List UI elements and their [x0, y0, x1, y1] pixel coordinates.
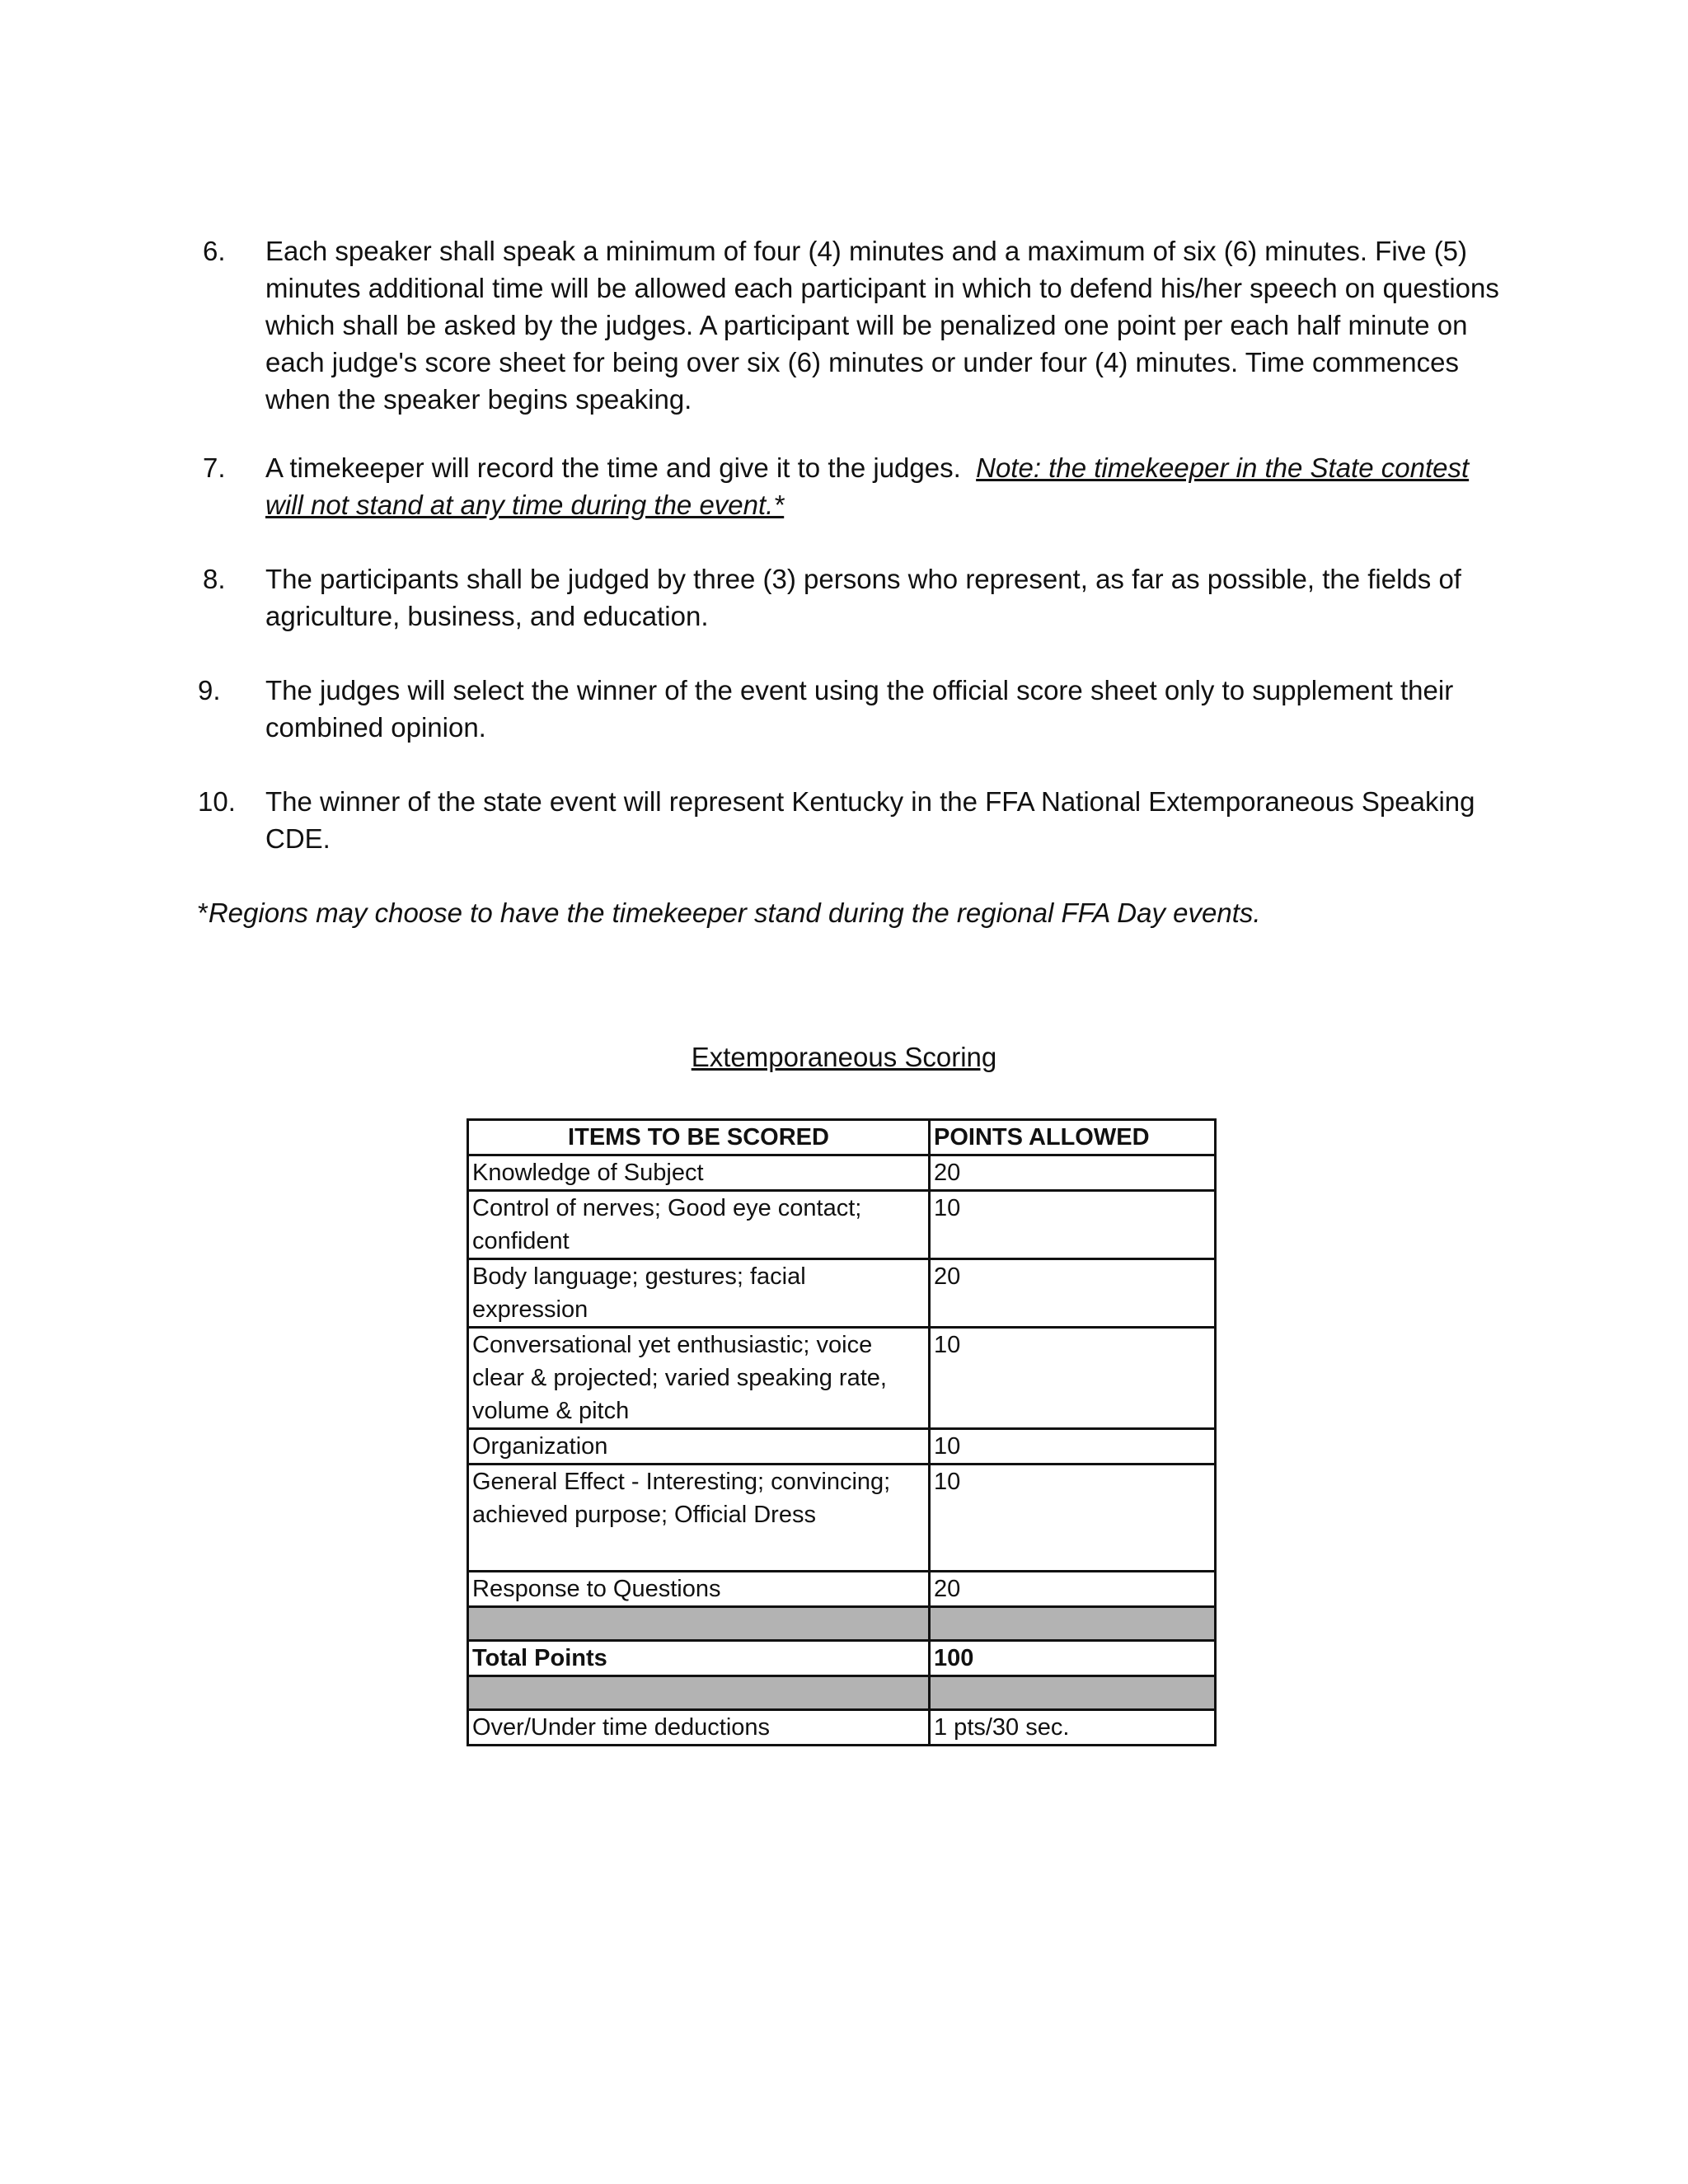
rule-number: 10.	[198, 786, 236, 817]
points-cell: 10	[930, 1465, 1216, 1572]
table-row	[468, 1191, 1216, 1259]
item-cell: Conversational yet enthusiastic; voice clear & projected; varied speaking rate, volume & pitch	[468, 1328, 930, 1429]
total-row	[468, 1641, 1216, 1676]
points-cell: 20	[930, 1259, 1216, 1328]
points-cell: 10	[930, 1191, 1216, 1259]
rule-number: 7.	[203, 452, 226, 483]
deduction-value: 1 pts/30 sec.	[930, 1710, 1216, 1746]
table-row	[468, 1465, 1216, 1572]
table-title	[0, 1038, 1688, 1076]
points-cell: 10	[930, 1429, 1216, 1465]
table-row	[468, 1259, 1216, 1328]
deduction-row	[468, 1710, 1216, 1746]
rule-text	[265, 449, 1502, 523]
spacer-cell	[930, 1676, 1216, 1710]
rule-text: Each speaker shall speak a minimum of four (4) minutes and a maximum of six (6) minutes. Five (5) minutes additional time will be allowed each participant in which to defend his/her speech on questions which shall be asked by the judges. A participant will be penalized one point per each half minute on each judge's score sheet for being over six (6) minutes or under four (4) minutes. Time commences when the speaker begins speaking.	[265, 236, 1499, 415]
table-row	[468, 1155, 1216, 1191]
spacer-cell	[930, 1607, 1216, 1641]
scoring-table	[467, 1118, 1217, 1746]
table-header-row	[468, 1120, 1216, 1155]
points-cell: 20	[930, 1572, 1216, 1607]
rule-text: The judges will select the winner of the event using the official score sheet only to supplement their combined opinion.	[265, 675, 1454, 743]
table-row	[468, 1328, 1216, 1429]
total-value: 100	[930, 1641, 1216, 1676]
points-cell: 20	[930, 1155, 1216, 1191]
footnote	[198, 894, 1261, 931]
spacer-cell	[468, 1676, 930, 1710]
item-cell: Control of nerves; Good eye contact; confident	[468, 1191, 930, 1259]
header-points: POINTS ALLOWED	[930, 1120, 1216, 1155]
total-label: Total Points	[468, 1641, 930, 1676]
table-title-text: Extemporaneous Scoring	[691, 1042, 997, 1072]
spacer-cell	[468, 1607, 930, 1641]
footnote-asterisk: *	[198, 898, 209, 928]
rule-text: The winner of the state event will represent Kentucky in the FFA National Extemporaneous Speaking CDE.	[265, 786, 1475, 854]
table-row	[468, 1572, 1216, 1607]
rule-number: 9.	[198, 675, 221, 705]
rule-number: 8.	[203, 564, 226, 594]
item-cell: Organization	[468, 1429, 930, 1465]
points-cell: 10	[930, 1328, 1216, 1429]
item-cell: Body language; gestures; facial expression	[468, 1259, 930, 1328]
rule-text: The participants shall be judged by three (3) persons who represent, as far as possible, the fields of agriculture, business, and education.	[265, 564, 1461, 631]
rule-number: 6.	[203, 236, 226, 266]
shaded-spacer-row	[468, 1607, 1216, 1641]
rule-note: Note: the timekeeper in the State contest will not stand at any time during the event.*	[265, 452, 1470, 520]
table-row	[468, 1429, 1216, 1465]
item-cell: General Effect - Interesting; convincing; achieved purpose; Official Dress	[468, 1465, 930, 1572]
item-cell: Knowledge of Subject	[468, 1155, 930, 1191]
header-items: ITEMS TO BE SCORED	[468, 1120, 930, 1155]
footnote-text: Regions may choose to have the timekeeper stand during the regional FFA Day events.	[208, 898, 1261, 928]
deduction-label: Over/Under time deductions	[468, 1710, 930, 1746]
item-cell: Response to Questions	[468, 1572, 930, 1607]
shaded-spacer-row	[468, 1676, 1216, 1710]
rule-text-main: A timekeeper will record the time and give it to the judges.	[265, 452, 961, 483]
